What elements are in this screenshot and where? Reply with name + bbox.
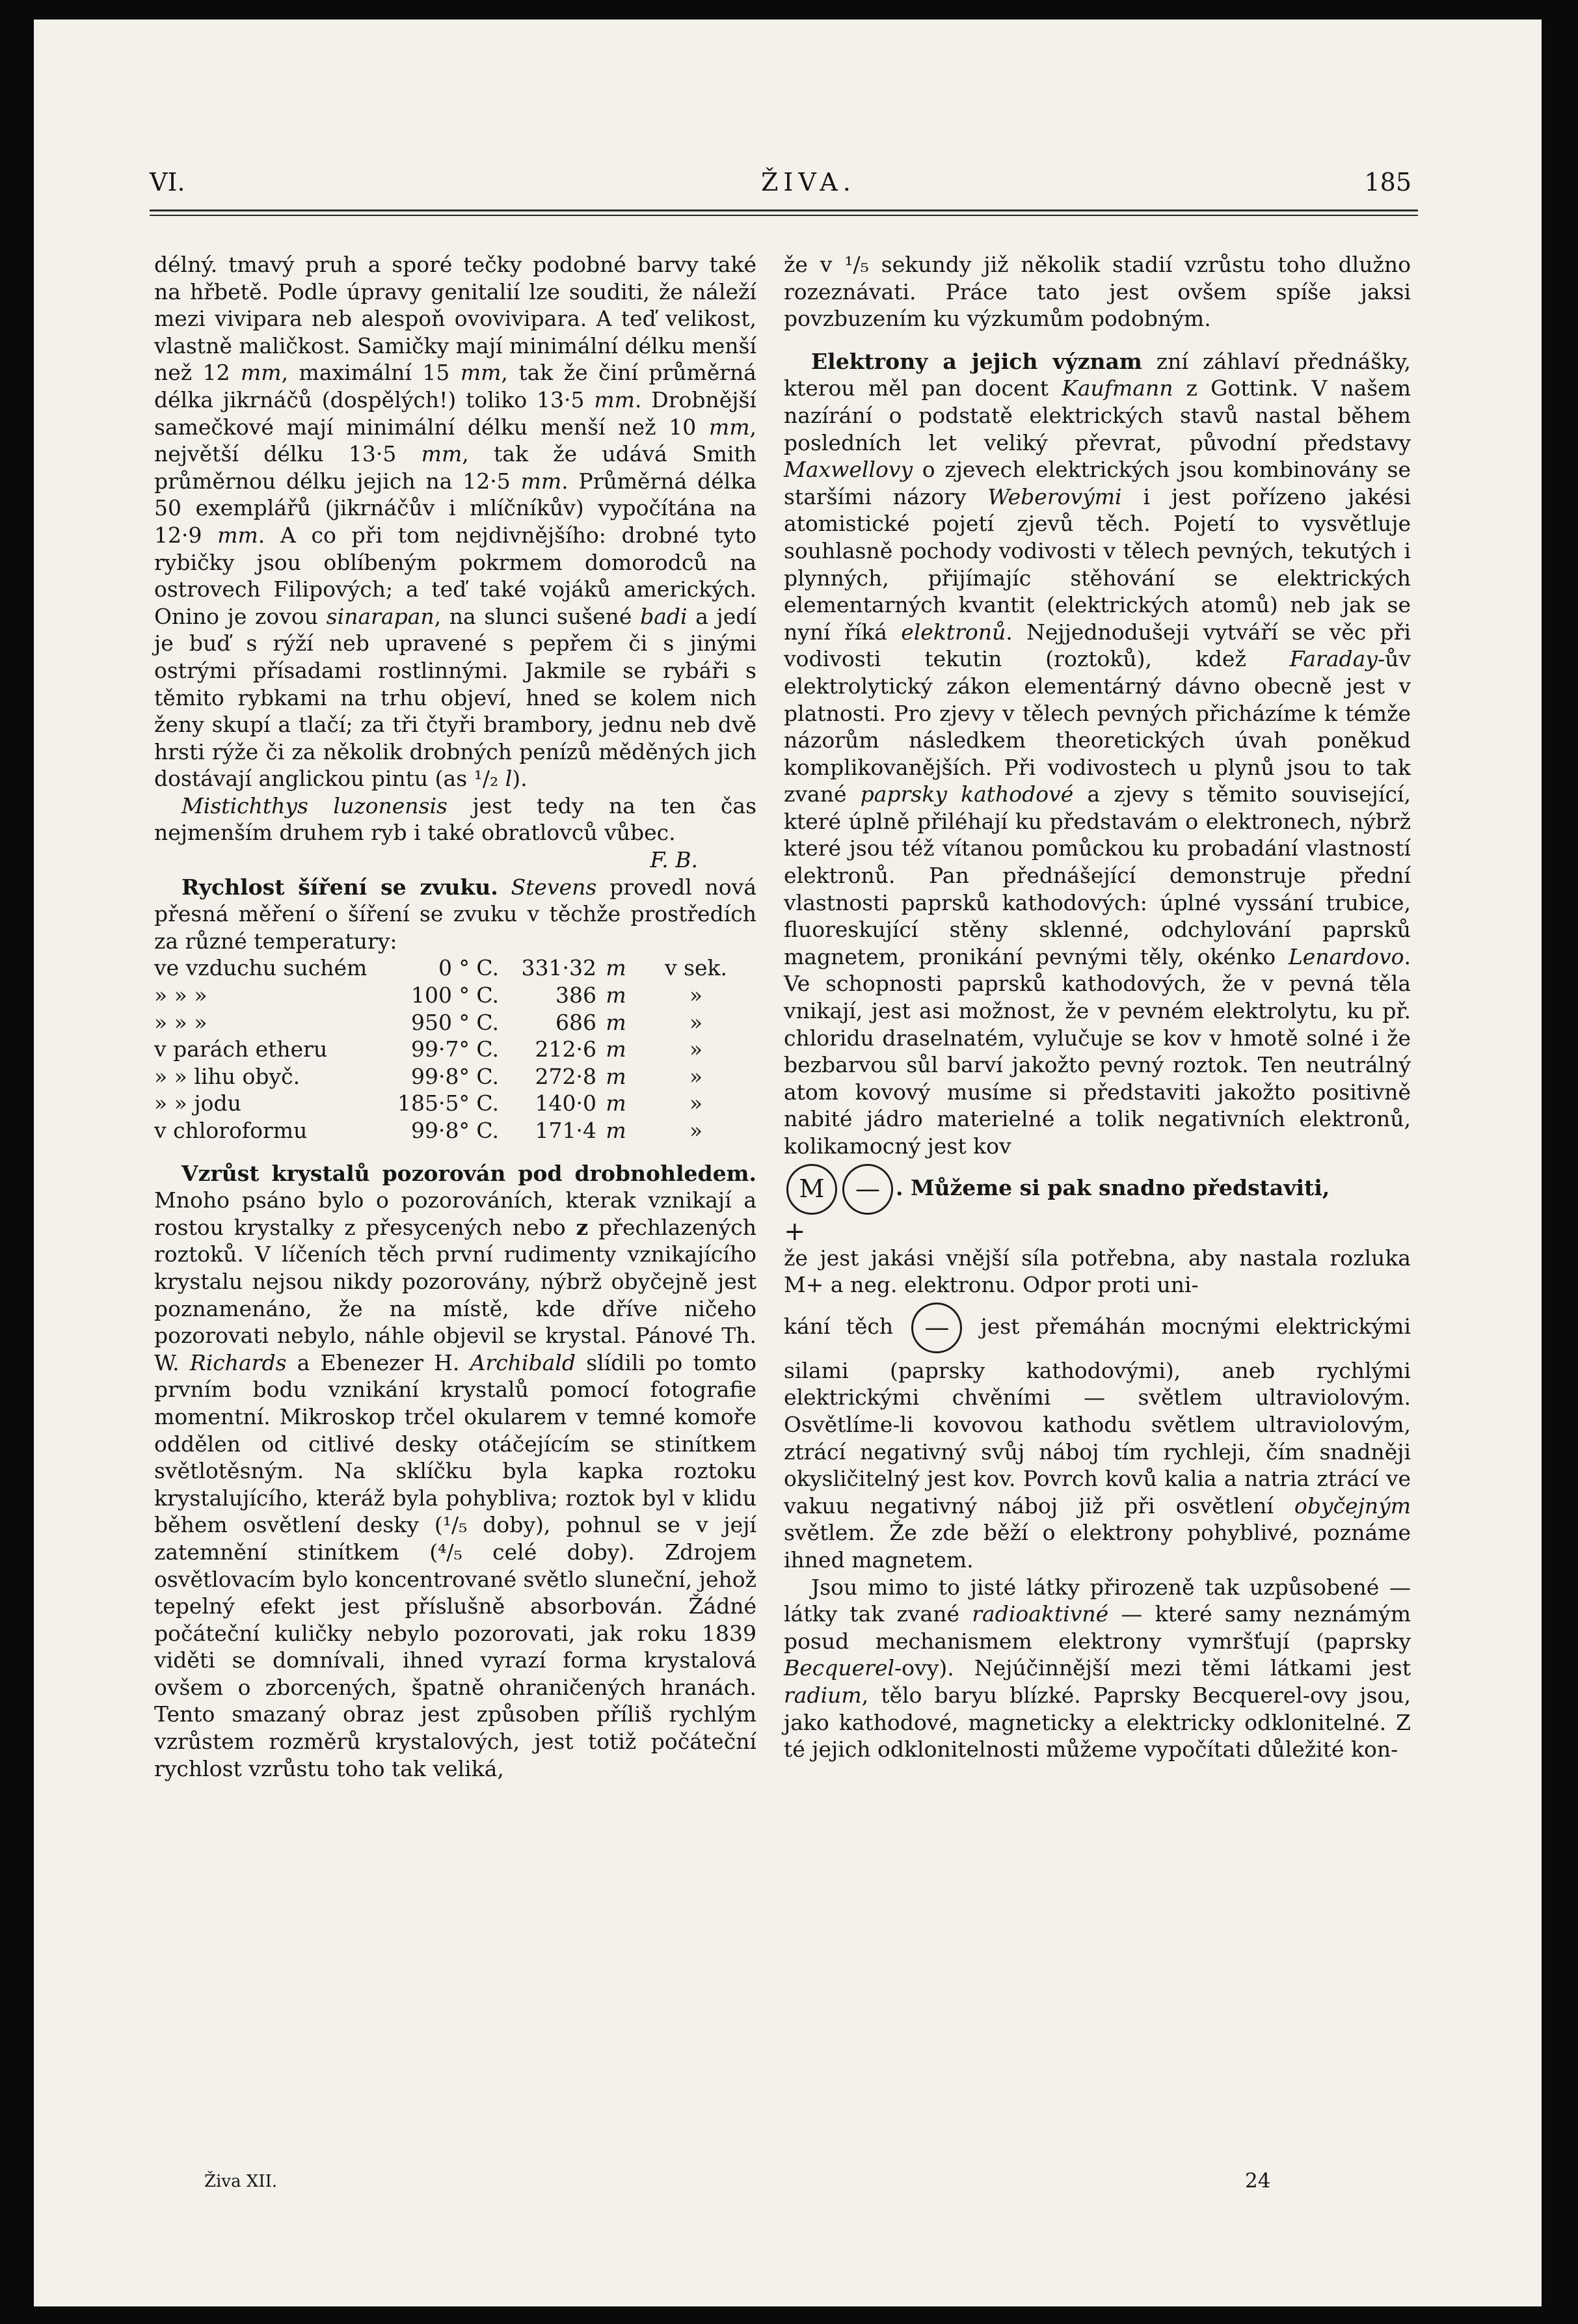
electron-paragraph-cont2: kání těch — jest přemáhán mocnými elektrickými silami (paprsky kathodovými), aneb rychlými elektrickými chvěními — světlem ultraviolovým. Osvětlíme-li kovovou kathodu světlem ultraviolovým, ztrácí negativný svůj náboj tím rychleji, čím snadněji okysličitelný jest kov. Povrch kovů kalia a natria ztrácí ve vakuu negativný náboj již při osvětlení obyčejným světlem. Že zde běží o elektrony pohyblivé, poznáme ihned magnetem. — [784, 1299, 1411, 1574]
table-row: » » lihu obyč. 99·8° C. 272·8 m » — [154, 1063, 703, 1089]
electron-paragraph: Elektrony a jejich význam zní záhlaví přednášky, kterou měl pan docent Kaufmann z Gottink. V našem nazírání o podstatě elektrických stavů nastal během posledních let veliký převrat, původní představy Maxwellovy o zjevech elektrických jsou kombinovány se staršími názory Weberovými i jest pořízeno jakési atomistické pojetí zjevů těch. Pojetí to vysvětluje souhlasně pochody vodivosti v tělech pevných, tekutých i plynných, přijímajíc stěhování se elektrických elementarných kvantit (elektrických atomů) neb jak se nyní říká elektronů. Nejjednodušeji vytváří se věc při vodivosti tekutin (roztoků), kdež Faraday-ův elektrolytický zákon elementárný dávno obecně jest v platnosti. Pro zjevy v tělech pevných přicházíme k témže názorům následkem theoretických úvah poněkud komplikovanějších. Při vodivostech u plynů jsou to tak zvané paprsky kathodové a zjevy s těmito související, které úplně přiléhají ku představám o elektronech, nýbrž které jsou též vítanou pomůckou ku probadání vlastností elektronů. Pan přednášející demonstruje přední vlastnosti paprsků kathodových: úplné vyssání trubice, fluoreskující stěny sklenné, odchylování paprsků magnetem, pronikání pevnými těly, okénko Lenardovo. Ve schopnosti paprsků kathodových, že v pevná těla vnikají, jest asi možnost, že v pevném elektrolytu, ku př. chloridu draselnatém, vylučuje se kov v hmotě solné i že bezbarvou sůl barví jakožto pevný roztok. Ten neutrálný atom kovový musíme si představiti jakožto positivně nabité jádro materielné a tolik negativních elektronů, kolikamocný jest kov — [784, 348, 1411, 1159]
sound-paragraph: Rychlost šíření se zvuku. Stevens provedl nová přesná měření o šíření se zvuku v těchže prostředích za různé temperatury: — [154, 874, 756, 954]
electron-paragraph-cont: že jest jakási vnější síla potřebna, aby nastala rozluka M+ a neg. elektronu. Odpor proti uni- — [784, 1245, 1411, 1298]
left-column — [154, 251, 756, 1782]
running-header — [150, 168, 1411, 208]
radioactive-paragraph: Jsou mimo to jisté látky přirozeně tak uzpůsobené — látky tak zvané radioaktivné — které samy neznámým posud mechanismem elektrony vymršťují (paprsky Becquerel-ovy). Nejúčinnější mezi těmi látkami jest radium, tělo baryu blízké. Paprsky Becquerel-ovy jsou, jako kathodové, magneticky a elektricky odklonitelné. Z té jejich odklonitelnosti můžeme vypočítati důležité kon- — [784, 1574, 1411, 1763]
crystal-paragraph: Vzrůst krystalů pozorován pod drobnohledem. Mnoho psáno bylo o pozorováních, kterak vznikají a rostou krystalky z přesycených nebo z přechlazených roztoků. V líčeních těch první rudimenty vznikajícího krystalu nejsou nikdy pozorovány, nýbrž obyčejně jest poznamenáno, že na místě, kde dříve ničeho pozorovati nebylo, náhle objevil se krystal. Pánové Th. W. Richards a Ebenezer H. Archibald slídili po tomto prvním bodu vznikání krystalů pomocí fotografie momentní. Mikroskop trčel okularem v temné komoře oddělen od citlivé desky otáčejícím se stinítkem světlotěsným. Na sklíčku byla kapka roztoku krystalujícího, kteráž byla pohybliva; roztok byl v klidu během osvětlení desky (¹/₅ doby), pohnul se v její zatemnění stinítkem (⁴/₅ celé doby). Zdrojem osvětlovacím bylo koncentrované světlo sluneční, jehož tepelný efekt jest příslušně absorbován. Žádné počáteční kuličky nebylo pozorovati, jak roku 1839 viděti se domnívali, ihned vyrazí forma krystalová ovšem o zborcených, špatně ohraničených hranách. Tento smazaný obraz jest způsoben příliš rychlým vzrůstem rozměrů krystalových, jest totiž počáteční rychlost vzrůstu toho tak veliká, — [154, 1160, 757, 1781]
volume-number: VI. — [150, 168, 185, 196]
header-rule-thin — [150, 215, 1418, 216]
table-row: » » » 950 ° C. 686 m » — [154, 1009, 703, 1035]
table-row: v chloroformu 99·8° C. 171·4 m » — [154, 1118, 703, 1143]
journal-page — [34, 20, 1542, 2306]
header-rule — [150, 209, 1418, 211]
electron-heading: Elektrony a jejich význam — [811, 348, 1142, 374]
sound-heading: Rychlost šíření se zvuku. — [181, 874, 498, 900]
table-row: ve vzduchu suchém 0 ° C. 331·32 m v sek. — [154, 955, 728, 981]
table-row: » » jodu 185·5° C. 140·0 m » — [154, 1090, 703, 1116]
plus-charge-symbol: + — [784, 1216, 806, 1247]
right-column — [784, 251, 1411, 1763]
fish-paragraph: délný. tmavý pruh a sporé tečky podobné barvy také na hřbetě. Podle úpravy genitalií lze souditi, že náleží mezi vivipara neb alespoň ovovivipara. A teď velikost, vlastně maličkost. Samičky mají minimální délku menší než 12 mm, maximální 15 mm, tak že činí průměrná délka jikrnáčů (dospělých!) toliko 13·5 mm. Drobnější samečkové mají minimální délku menší než 10 mm, největší délku 13·5 mm, tak že udává Smith průměrnou délku jejich na 12·5 mm. Průměrná délka 50 exemplářů (jikrnáčův i mlíčníkův) vypočítána na 12·9 mm. A co při tom nejdivnějšího: drobné tyto rybičky jsou oblíbeným pokrmem domorodců na ostrovech Filipových; a teď také vojáků amerických. Onino je zovou sinarapan, na slunci sušené badi a jedí je buď s rýží neb upravené s pepřem či s jinými ostrými přísadami rostlinnými. Jakmile se rybáři s těmito rybkami na trhu objeví, hned se kolem nich ženy skupí a tlačí; za tři čtyři brambory, jednu neb dvě hrsti rýže či za několik drobných penízů měděných jich dostávají anglickou pintu (as ¹/₂ l). — [154, 252, 757, 792]
table-row: v parách etheru 99·7° C. 212·6 m » — [154, 1036, 703, 1062]
journal-title: ŽIVA. — [761, 168, 856, 196]
author-signature: F. B. — [650, 847, 698, 873]
continuation-paragraph: že v ¹/₅ sekundy již několik stadií vzrůstu toho dlužno rozeznávati. Práce tato jest ovšem spíše jaksi povzbuzením ku výzkumům podobným. — [784, 252, 1411, 332]
crystal-heading: Vzrůst krystalů pozorován pod drobnohledem. — [181, 1160, 756, 1186]
page-number: 185 — [1364, 168, 1411, 196]
species-paragraph: Mistichthys luzonensis jest tedy na ten čas nejmenším druhem ryb i také obratlovců vůbec. — [154, 792, 757, 846]
table-row: » » » 100 ° C. 386 m » — [154, 982, 703, 1008]
footer-signature: Živa XII. — [204, 2172, 278, 2191]
electron-symbol: — — [842, 1164, 893, 1215]
metal-atom-symbol: M — [786, 1164, 837, 1215]
sound-speed-table — [154, 954, 756, 1144]
electron-symbol-2: — — [911, 1303, 962, 1353]
footer-sheet-number: 24 — [1245, 2169, 1271, 2193]
ion-formula-line: M — . Můžeme si pak snadno představiti, — [784, 1160, 1411, 1219]
